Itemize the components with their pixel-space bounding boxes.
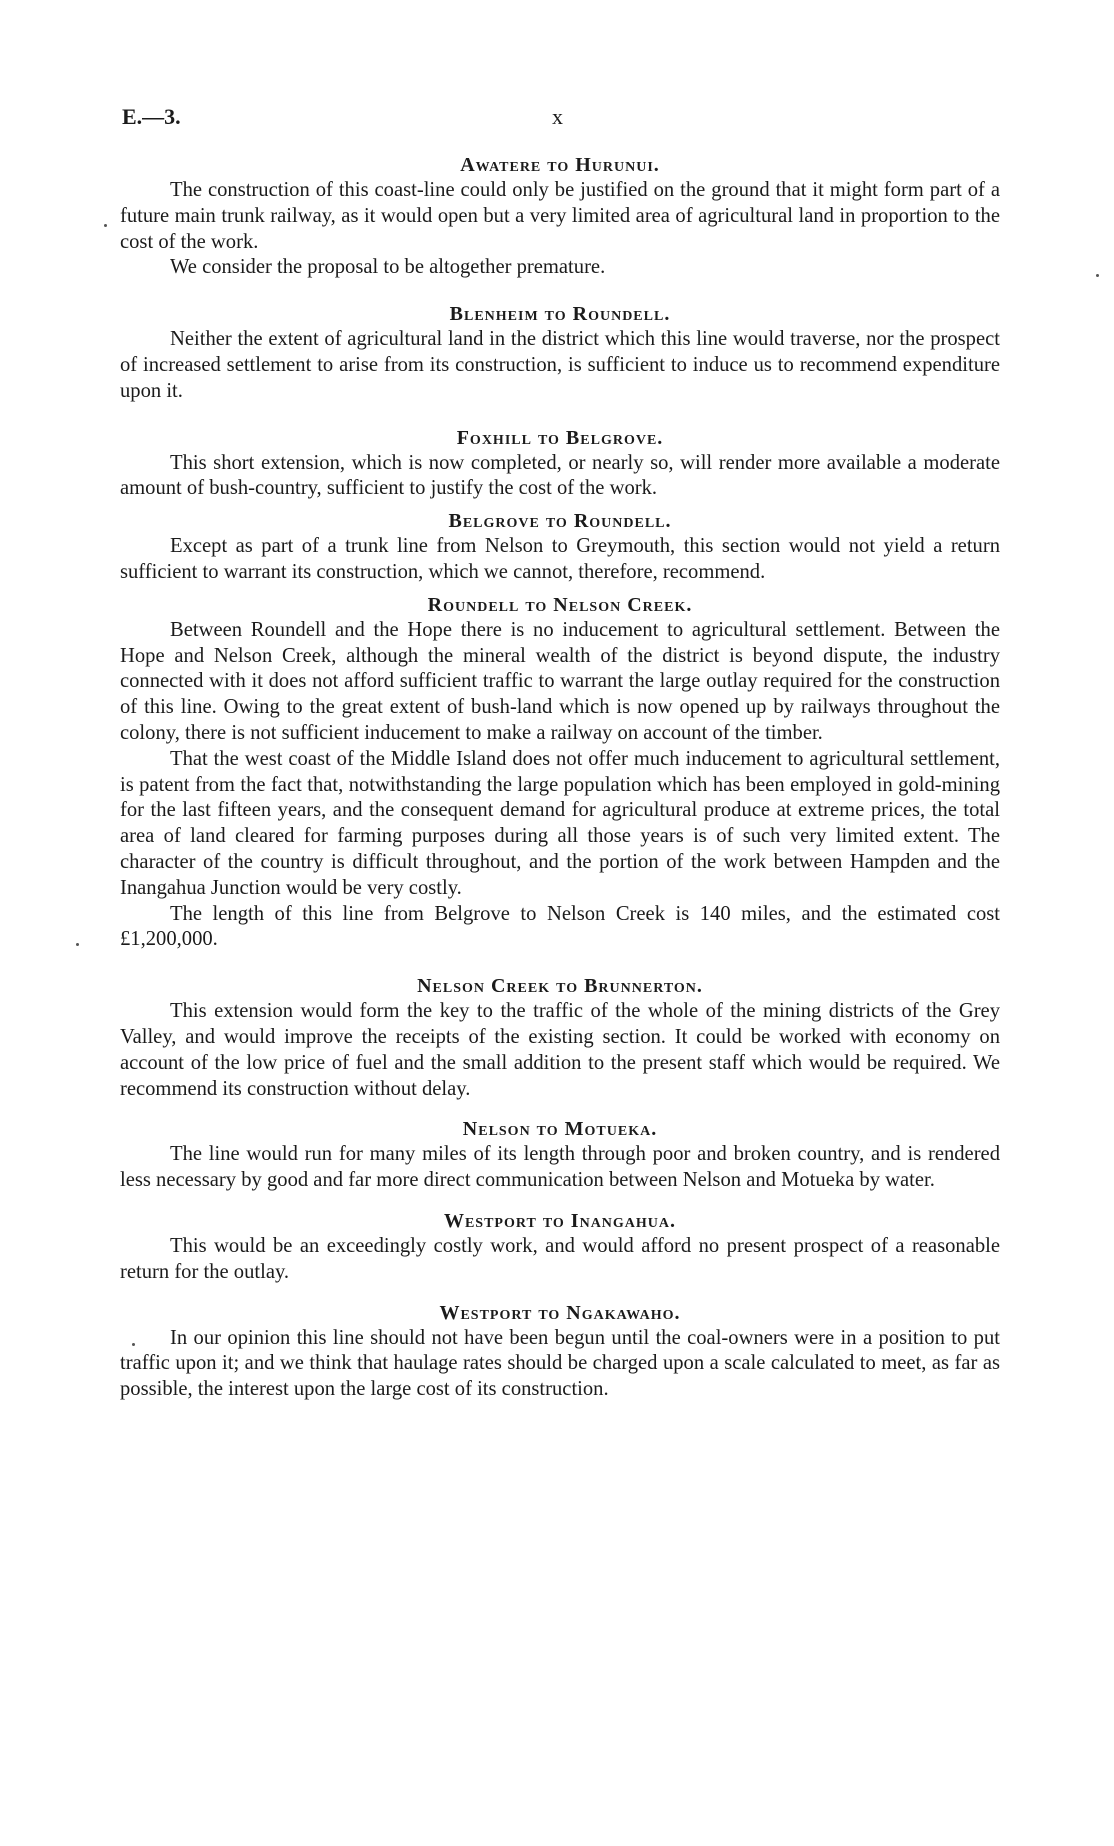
scan-speck [132,1343,135,1346]
paragraph: Neither the extent of agricultural land in the district which this line would traverse, nor the prospect of increased settlement to arise from its construction, is sufficient to induce us to recommend expenditure upon it. [120,328,1000,402]
section-foxhill-to-belgrove [120,425,1000,503]
paragraph: That the west coast of the Middle Island does not offer much inducement to agricultural settlement, is patent from the fact that, notwithstanding the large population which has been employed in gold-mining for the last fifteen years, and the consequent demand for agricultural produce at extreme prices, the total area of land cleared for farming purposes during all those years is of such very limited extent. The character of the country is difficult throughout, and the portion of the work between Hampden and the Inangahua Junction would be very costly. [120,747,1000,899]
section-heading: Westport to Inangahua. [443,1209,677,1232]
paragraph: The construction of this coast-line could only be justified on the ground that it might form part of a future main trunk railway, as it would open but a very limited area of agricultural land in proportion to the cost of the work. [120,179,1000,253]
page-header [122,104,1002,134]
paragraph: Except as part of a trunk line from Nelson to Greymouth, this section would not yield a return sufficient to warrant its construction, which we cannot, therefore, recommend. [120,535,1000,583]
section-blenheim-to-roundell [120,301,1000,404]
section-heading: Nelson Creek to Brunnerton. [417,975,703,998]
section-heading: Blenheim to Roundell. [449,303,671,326]
section-nelson-to-motueka [120,1116,1000,1194]
section-westport-to-ngakawaho [120,1300,1000,1403]
scan-speck [1096,274,1099,277]
document-body [120,152,1000,1403]
section-heading: Nelson to Motueka. [462,1118,658,1141]
scan-speck [104,224,107,227]
section-roundell-to-nelson-creek [120,592,1000,953]
section-heading: Awatere to Hurunui. [460,154,660,176]
paragraph: Between Roundell and the Hope there is no inducement to agricultural settlement. Between the Hope and Nelson Creek, although the mineral wealth of the district is beyond dispute, the industry connected with it does not afford sufficient traffic to warrant the large outlay required for the construction of this line. Owing to the great extent of bush-land which is now opened up by railways throughout the colony, there is not sufficient inducement to make a railway on account of the timber. [120,618,1000,744]
section-heading: Foxhill to Belgrove. [456,426,664,449]
section-nelson-creek-to-brunnerton [120,973,1000,1102]
section-awatere-to-hurunui [120,152,1000,281]
document-reference: E.—3. [122,104,181,129]
paragraph: The line would run for many miles of its length through poor and broken country, and is rendered less necessary by good and far more direct communication between Nelson and Motueka by water. [120,1143,1000,1192]
section-belgrove-to-roundell [120,508,1000,586]
paragraph: In our opinion this line should not have been begun until the coal-owners were in a position to put traffic upon it; and we think that haulage rates should be charged upon a scale calculated to meet, as far as possible, the interest upon the large cost of its construction. [120,1326,1000,1401]
paragraph: This short extension, which is now completed, or nearly so, will render more available a moderate amount of bush-country, sufficient to justify the cost of the work. [120,451,1000,500]
section-heading: Roundell to Nelson Creek. [427,593,693,616]
page-number: x [552,104,563,129]
section-heading: Belgrove to Roundell. [448,510,672,533]
section-westport-to-inangahua [120,1208,1000,1286]
paragraph: We consider the proposal to be altogether premature. [170,256,606,279]
paragraph: This extension would form the key to the traffic of the whole of the mining districts of the Grey Valley, and would improve the receipts of the existing section. It could be worked with economy on account of the low price of fuel and the small addition to the present staff which would be required. We recommend its construction without delay. [120,1000,1000,1100]
paragraph: The length of this line from Belgrove to Nelson Creek is 140 miles, and the estimated cost £1,200,000. [120,902,1000,951]
paragraph: This would be an exceedingly costly work, and would afford no present prospect of a reasonable return for the outlay. [120,1234,1000,1283]
section-heading: Westport to Ngakawaho. [439,1301,681,1324]
scan-speck [76,943,79,946]
